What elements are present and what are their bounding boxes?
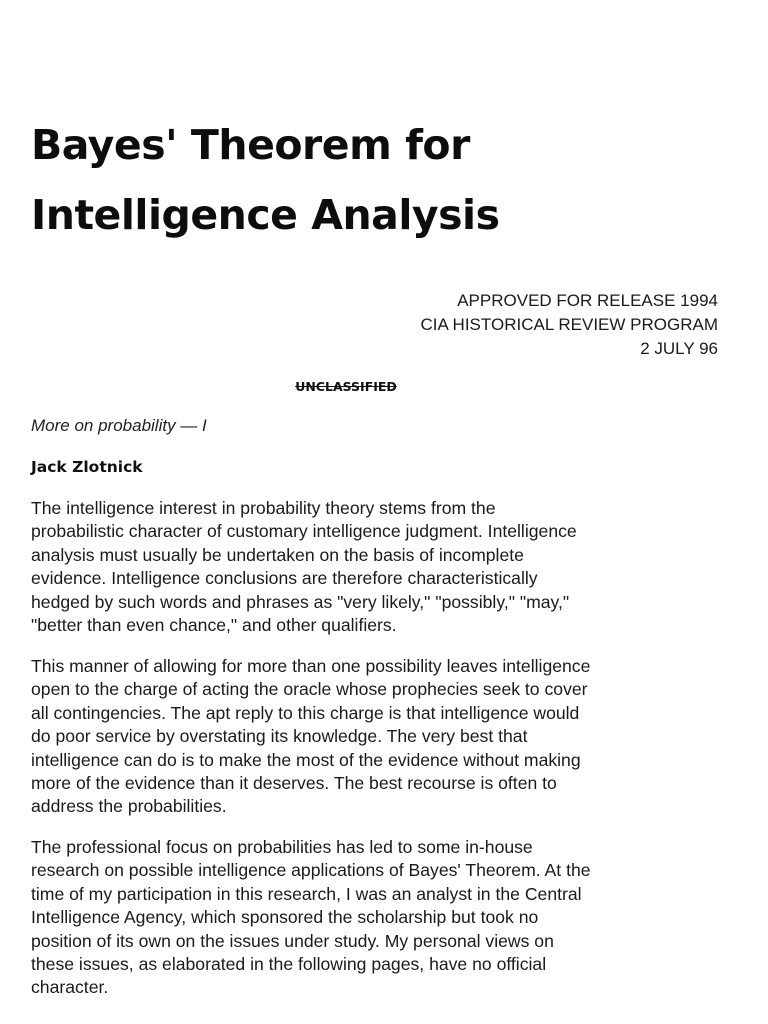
body-paragraph [31, 836, 721, 1000]
release-line: APPROVED FOR RELEASE 1994 [457, 291, 718, 310]
text-line: The professional focus on probabilities has led to some in-house [31, 837, 533, 857]
text-line: hedged by such words and phrases as "very likely," "possibly," "may," [31, 591, 570, 612]
article-subtitle: More on probability — I [31, 416, 207, 435]
document-title [31, 110, 499, 250]
text-line: do poor service by overstating its knowledge. The very best that [31, 726, 528, 747]
title-line: Intelligence Analysis [31, 191, 500, 239]
classification-marking: UNCLASSIFIED [295, 379, 397, 394]
text-line: probabilistic character of customary intelligence judgment. Intelligence [31, 521, 577, 542]
body-paragraph [31, 497, 721, 637]
text-line: evidence. Intelligence conclusions are therefore characteristically [31, 568, 538, 589]
text-line: Intelligence Agency, which sponsored the scholarship but took no [31, 907, 539, 928]
text-line: analysis must usually be undertaken on the basis of incomplete [31, 544, 524, 565]
text-line: "better than even chance," and other qualifiers. [31, 615, 397, 636]
release-notice [420, 289, 718, 361]
release-line: 2 JULY 96 [640, 339, 718, 358]
text-line: research on possible intelligence applications of Bayes' Theorem. At the [31, 860, 591, 881]
text-line: intelligence can do is to make the most of the evidence without making [31, 749, 581, 770]
text-line: more of the evidence than it deserves. The best recourse is often to [31, 773, 557, 794]
text-line: address the probabilities. [31, 796, 227, 817]
text-line: position of its own on the issues under study. My personal views on [31, 930, 554, 951]
text-line: open to the charge of acting the oracle whose prophecies seek to cover [31, 679, 588, 700]
text-line: This manner of allowing for more than one possibility leaves intelligence [31, 656, 591, 676]
release-line: CIA HISTORICAL REVIEW PROGRAM [420, 315, 718, 334]
text-line: time of my participation in this research, I was an analyst in the Central [31, 883, 582, 904]
text-line: character. [31, 977, 109, 998]
author-name: Jack Zlotnick [31, 458, 143, 476]
text-line: these issues, as elaborated in the following pages, have no official [31, 954, 547, 975]
text-line: The intelligence interest in probability theory stems from the [31, 498, 496, 518]
title-line: Bayes' Theorem for [31, 121, 470, 169]
body-paragraph [31, 655, 721, 819]
text-line: all contingencies. The apt reply to this charge is that intelligence would [31, 702, 580, 723]
